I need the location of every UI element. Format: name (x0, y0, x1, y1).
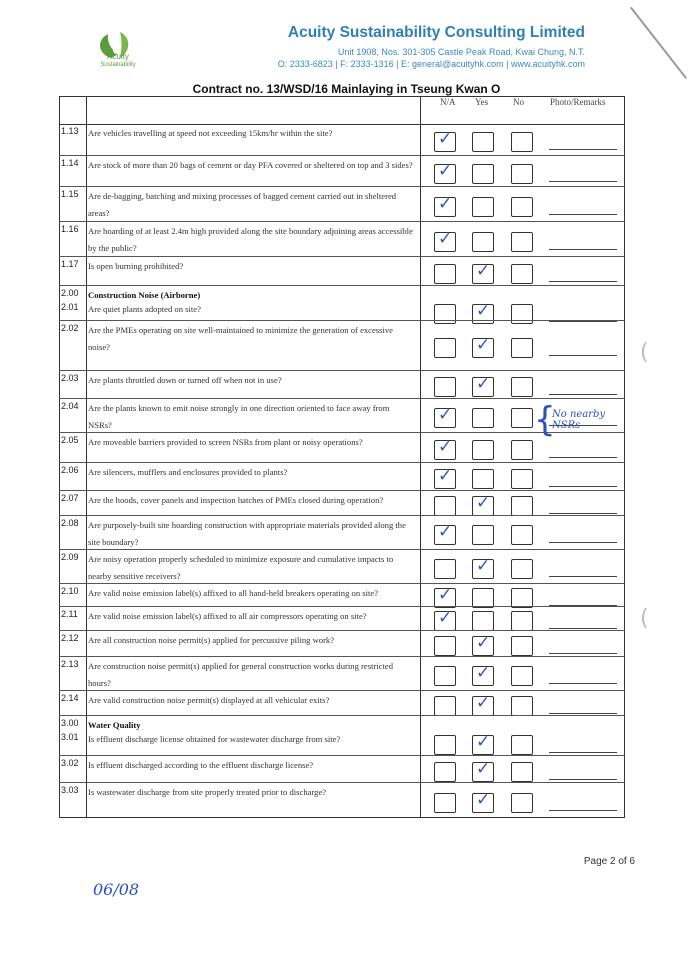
checklist-row (59, 186, 625, 221)
company-contacts: O: 2333-6823 | F: 2333-1316 | E: general@acuityhk.com | www.acuityhk.com (277, 59, 585, 69)
checklist-row (59, 583, 625, 606)
checkbox-no[interactable] (511, 696, 533, 716)
company-name: Acuity Sustainability Consulting Limited (287, 24, 585, 41)
item-number: 3.03 (61, 785, 79, 795)
checkbox-yes[interactable] (472, 693, 494, 716)
checkmark-icon: ✓ (438, 608, 453, 628)
checkmark-icon: ✓ (476, 556, 491, 576)
checkbox-na[interactable] (434, 608, 456, 631)
checkmark-icon: ✓ (438, 229, 453, 249)
checklist-row (59, 124, 625, 155)
item-number: 2.14 (61, 693, 79, 703)
checkbox-no[interactable] (511, 611, 533, 631)
item-question: Are all construction noise permit(s) applied for percussive piling work? (88, 635, 335, 645)
checkbox-na[interactable] (434, 405, 456, 428)
col-header-remarks: Photo/Remarks (550, 97, 606, 107)
item-question: Are vehicles travelling at speed not exceeding 15km/hr within the site? (88, 128, 333, 138)
remarks-line[interactable] (549, 576, 617, 577)
checkmark-icon: ✓ (438, 129, 453, 149)
checkbox-yes[interactable] (472, 525, 494, 545)
item-number: 2.01 (61, 302, 79, 312)
item-number: 3.01 (61, 732, 79, 742)
checklist-row (59, 656, 625, 690)
item-number: 1.14 (61, 158, 79, 168)
checkbox-no[interactable] (511, 132, 533, 152)
company-address: Unit 1908, Nos. 301-305 Castle Peak Road, Kwai Chung, N.T. (337, 47, 585, 57)
checkmark-icon: ✓ (438, 194, 453, 214)
checkbox-na[interactable] (434, 522, 456, 545)
page-number: Page 2 of 6 (583, 856, 635, 867)
checkbox-no[interactable] (511, 559, 533, 579)
checkbox-yes[interactable] (472, 790, 494, 813)
item-number: 2.09 (61, 552, 79, 562)
item-number: 2.13 (61, 659, 79, 669)
remarks-line[interactable] (549, 149, 617, 150)
checkbox-no[interactable] (511, 408, 533, 428)
checkbox-no[interactable] (511, 525, 533, 545)
checkbox-na[interactable] (434, 437, 456, 460)
checkmark-icon: ✓ (476, 790, 491, 810)
scan-fold-mark (630, 7, 687, 79)
remarks-line[interactable] (549, 628, 617, 629)
item-question: Are valid construction noise permit(s) displayed at all vehicular exits? (88, 695, 330, 705)
item-number: 2.02 (61, 323, 79, 333)
checklist-row (59, 300, 625, 320)
checkbox-yes[interactable] (472, 232, 494, 252)
checkmark-icon: ✓ (438, 522, 453, 542)
checkbox-no[interactable] (511, 762, 533, 782)
checkbox-na[interactable] (434, 466, 456, 489)
checkbox-no[interactable] (511, 496, 533, 516)
checkbox-no[interactable] (511, 232, 533, 252)
company-address-block (278, 46, 585, 70)
item-number: 1.13 (61, 126, 79, 136)
item-question: Are silencers, mufflers and enclosures provided to plants? (88, 467, 288, 477)
checkbox-na[interactable] (434, 636, 456, 656)
checkbox-yes[interactable] (472, 732, 494, 755)
handwritten-date: 06/08 (93, 880, 140, 899)
item-number: 2.08 (61, 518, 79, 528)
checkbox-na[interactable] (434, 793, 456, 813)
checkbox-no[interactable] (511, 440, 533, 460)
checkbox-na[interactable] (434, 338, 456, 358)
remarks-line[interactable] (549, 394, 617, 395)
remarks-line[interactable] (549, 513, 617, 514)
checkbox-na[interactable] (434, 194, 456, 217)
checklist-row (59, 782, 625, 818)
checkbox-yes[interactable] (472, 633, 494, 656)
remarks-line[interactable] (549, 355, 617, 356)
checkbox-na[interactable] (434, 496, 456, 516)
section-row (59, 285, 625, 300)
checkbox-yes[interactable] (472, 556, 494, 579)
checklist-row (59, 690, 625, 715)
handwritten-brace: { (534, 400, 556, 440)
checkbox-yes[interactable] (472, 408, 494, 428)
remarks-line[interactable] (549, 249, 617, 250)
item-number: 2.12 (61, 633, 79, 643)
checkbox-na[interactable] (434, 264, 456, 284)
logo-sub: Sustainability (100, 62, 136, 68)
item-question: Are the PMEs operating on site well-maintained to minimize the generation of excessive noise? (88, 325, 393, 352)
checkbox-yes[interactable] (472, 374, 494, 397)
scan-edge-mark: ( (640, 606, 649, 631)
remarks-line[interactable] (549, 713, 617, 714)
checkbox-na[interactable] (434, 735, 456, 755)
item-question: Is wastewater discharge from site properly treated prior to discharge? (88, 787, 327, 797)
scan-edge-mark: ( (640, 340, 649, 365)
checkbox-na[interactable] (434, 666, 456, 686)
item-question: Is effluent discharge license obtained for wastewater discharge from site? (88, 734, 341, 744)
checkbox-no[interactable] (511, 636, 533, 656)
checkmark-icon: ✓ (438, 437, 453, 457)
remarks-line[interactable] (549, 810, 617, 811)
checkbox-yes[interactable] (472, 759, 494, 782)
checklist-row (59, 606, 625, 630)
checkbox-na[interactable] (434, 696, 456, 716)
item-question: Are hoarding of at least 2.4m high provided along the site boundary adjoining areas accessible by the public? (88, 226, 413, 253)
item-number: 2.00 (61, 288, 79, 298)
checklist-row (59, 155, 625, 186)
item-number: 1.16 (61, 224, 79, 234)
checkbox-yes[interactable] (472, 335, 494, 358)
logo-name: Acuity (107, 52, 129, 61)
item-number: 2.10 (61, 586, 79, 596)
item-number: 2.07 (61, 493, 79, 503)
item-question: Are valid noise emission label(s) affixed to all hand-held breakers operating on site? (88, 588, 379, 598)
checkbox-yes[interactable] (472, 663, 494, 686)
remarks-line[interactable] (549, 486, 617, 487)
item-question: Are de-bagging, batching and mixing processes of bagged cement carried out in sheltered areas? (88, 191, 397, 218)
checkmark-icon: ✓ (476, 261, 491, 281)
checkmark-icon: ✓ (476, 693, 491, 713)
checklist-row (59, 755, 625, 782)
item-question: Are the hoods, cover panels and inspection hatches of PMEs closed during operation? (88, 495, 384, 505)
checkmark-icon: ✓ (476, 335, 491, 355)
checklist-row (59, 221, 625, 256)
checkbox-na[interactable] (434, 129, 456, 152)
col-header-yes: Yes (475, 97, 489, 107)
remarks-line[interactable] (549, 281, 617, 282)
checkbox-no[interactable] (511, 164, 533, 184)
checkmark-icon: ✓ (438, 585, 453, 605)
checkbox-yes[interactable] (472, 164, 494, 184)
remarks-line[interactable] (549, 457, 617, 458)
contract-title: Contract no. 13/WSD/16 Mainlaying in Tseung Kwan O (192, 82, 501, 96)
checklist-row (59, 462, 625, 490)
checklist-row (59, 370, 625, 398)
remarks-line[interactable] (549, 181, 617, 182)
checkmark-icon: ✓ (476, 493, 491, 513)
item-number: 2.06 (61, 465, 79, 475)
checkbox-yes[interactable] (472, 261, 494, 284)
checklist-row (59, 549, 625, 583)
remarks-line[interactable] (549, 214, 617, 215)
checkbox-na[interactable] (434, 229, 456, 252)
checkbox-yes[interactable] (472, 588, 494, 608)
section-title: Water Quality (88, 720, 141, 730)
checkmark-icon: ✓ (476, 663, 491, 683)
checkbox-no[interactable] (511, 264, 533, 284)
item-question: Is open burning prohibited? (88, 261, 184, 271)
checkmark-icon: ✓ (476, 759, 491, 779)
col-header-na: N/A (440, 97, 456, 107)
item-question: Are moveable barriers provided to screen NSRs from plant or noisy operations? (88, 437, 363, 447)
item-number: 3.00 (61, 718, 79, 728)
section-title: Construction Noise (Airborne) (88, 290, 201, 300)
checklist-row (59, 515, 625, 549)
item-question: Are quiet plants adopted on site? (88, 304, 201, 314)
item-question: Are construction noise permit(s) applied for general construction works during restricted hours? (88, 661, 393, 688)
checkbox-yes[interactable] (472, 611, 494, 631)
checkmark-icon: ✓ (476, 301, 491, 321)
remarks-line[interactable] (549, 683, 617, 684)
checklist-row (59, 256, 625, 285)
checklist-row (59, 630, 625, 656)
checkbox-no[interactable] (511, 377, 533, 397)
item-question: Is effluent discharged according to the effluent discharge license? (88, 760, 314, 770)
checkbox-yes[interactable] (472, 493, 494, 516)
item-number: 2.03 (61, 373, 79, 383)
checkbox-na[interactable] (434, 161, 456, 184)
item-question: Are noisy operation properly scheduled to minimize exposure and cumulative impacts to nearby sensitive receivers? (88, 554, 394, 581)
checkmark-icon: ✓ (438, 161, 453, 181)
handwritten-remark: No nearby NSRs (552, 409, 606, 431)
item-question: Are valid noise emission label(s) affixed to all air compressors operating on site? (88, 611, 367, 621)
remarks-line[interactable] (549, 752, 617, 753)
checklist-row (59, 490, 625, 515)
remarks-line[interactable] (549, 779, 617, 780)
checkmark-icon: ✓ (476, 374, 491, 394)
item-number: 2.05 (61, 435, 79, 445)
checkbox-na[interactable] (434, 585, 456, 608)
logo-text (78, 52, 158, 70)
col-header-no: No (513, 97, 524, 107)
item-question: Are purposely-built site hoarding construction with appropriate materials provided along the site boundary? (88, 520, 406, 547)
checkmark-icon: ✓ (438, 466, 453, 486)
checkbox-na[interactable] (434, 377, 456, 397)
checkbox-no[interactable] (511, 197, 533, 217)
section-row (59, 715, 625, 730)
checkbox-yes[interactable] (472, 197, 494, 217)
item-question: Are plants throttled down or turned off when not in use? (88, 375, 282, 385)
checkbox-no[interactable] (511, 793, 533, 813)
checkbox-yes[interactable] (472, 440, 494, 460)
checkbox-na[interactable] (434, 559, 456, 579)
checklist-row (59, 320, 625, 370)
checkbox-no[interactable] (511, 338, 533, 358)
checkbox-na[interactable] (434, 762, 456, 782)
item-number: 2.04 (61, 401, 79, 411)
checkbox-yes[interactable] (472, 132, 494, 152)
checkbox-no[interactable] (511, 588, 533, 608)
item-question: Are the plants known to emit noise strongly in one direction oriented to face away from NSRs? (88, 403, 390, 430)
item-number: 1.15 (61, 189, 79, 199)
checklist-row (59, 730, 625, 755)
checkbox-no[interactable] (511, 469, 533, 489)
remarks-line[interactable] (549, 542, 617, 543)
item-number: 1.17 (61, 259, 79, 269)
checkmark-icon: ✓ (476, 633, 491, 653)
remarks-line[interactable] (549, 653, 617, 654)
checkmark-icon: ✓ (476, 732, 491, 752)
checkmark-icon: ✓ (438, 405, 453, 425)
checkbox-no[interactable] (511, 666, 533, 686)
item-number: 3.02 (61, 758, 79, 768)
item-question: Are stock of more than 20 bags of cement or day PFA covered or sheltered on top and 3 sides? (88, 160, 413, 170)
checkbox-yes[interactable] (472, 469, 494, 489)
checkbox-no[interactable] (511, 735, 533, 755)
item-number: 2.11 (61, 609, 78, 619)
